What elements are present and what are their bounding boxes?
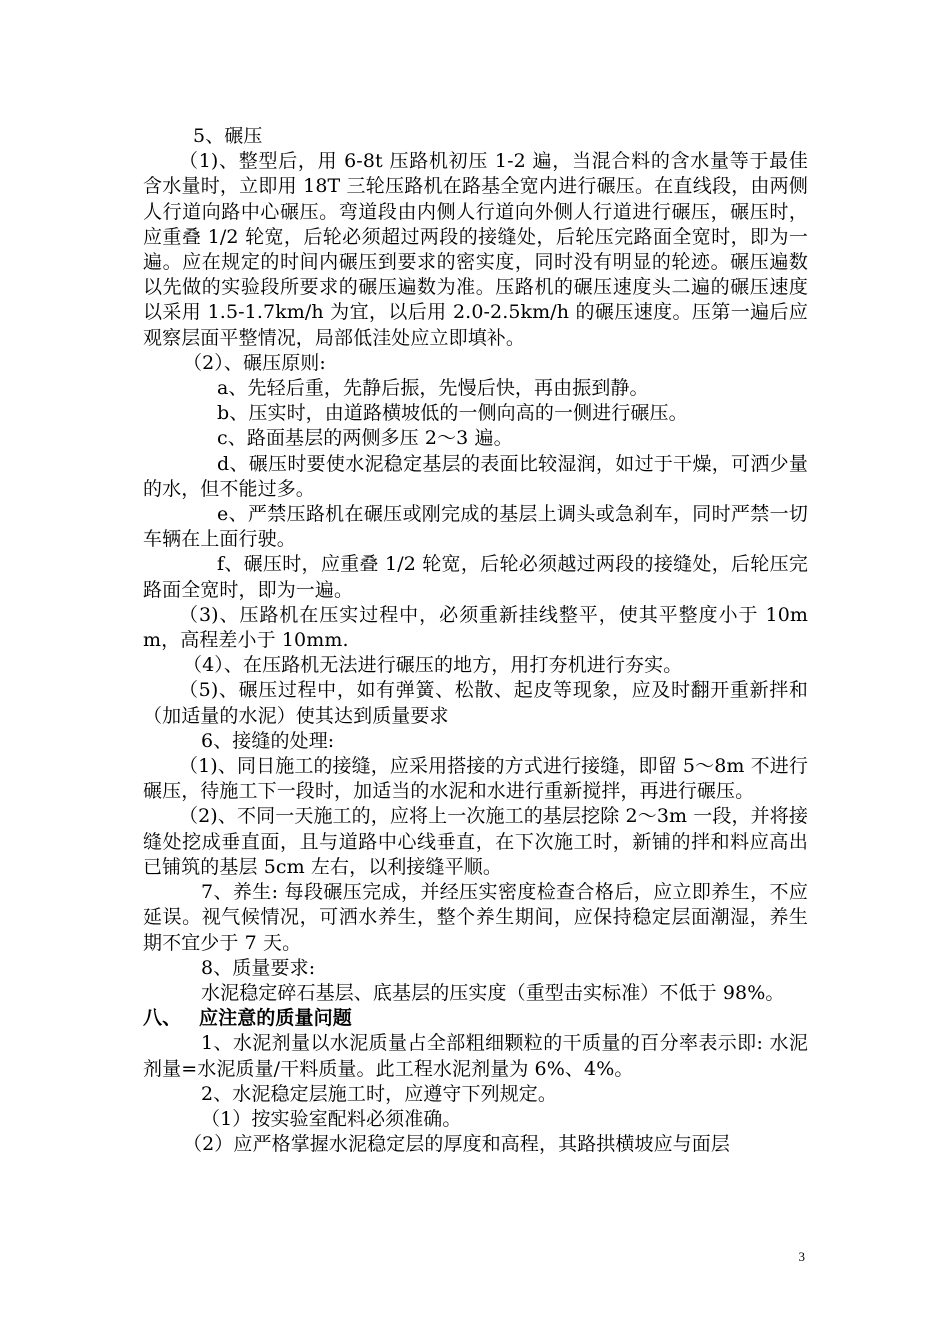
paragraph-q1: 1、水泥剂量以水泥质量占全部粗细颗粒的干质量的百分率表示即: 水泥剂量=水泥质量/干料质量。此工程水泥剂量为 6%、4%。	[143, 1032, 808, 1080]
paragraph-6-heading: 6、接缝的处理:	[201, 729, 335, 752]
paragraph-5-2-f: f、碾压时，应重叠 1/2 轮宽，后轮必须越过两段的接缝处，后轮压完路面全宽时，即为一遍。	[143, 553, 808, 601]
paragraph-5-2: （2）、碾压原则:	[183, 351, 326, 374]
paragraph-5-2-e: e、严禁压路机在碾压或刚完成的基层上调头或急刹车，同时严禁一切车辆在上面行驶。	[143, 503, 808, 551]
paragraph-5-2-a: a、先轻后重，先静后振，先慢后快，再由振到静。	[217, 377, 649, 400]
paragraph-6-2: （2)、不同一天施工的，应将上一次施工的基层挖除 2～3m 一段，并将接缝处挖成垂直面，且与道路中心线垂直，在下次施工时，新铺的拌和料应高出已铺筑的基层 5cm 左右，以利接缝平顺。	[143, 805, 808, 878]
paragraph-q2: 2、水泥稳定层施工时，应遵守下列规定。	[201, 1082, 557, 1105]
paragraph-5-1: （1)、整型后，用 6-8t 压路机初压 1-2 遍，当混合料的含水量等于最佳含水量时，立即用 18T 三轮压路机在路基全宽内进行碾压。在直线段，由两侧人行道向路中心碾压。弯道段由内侧人行道向外侧人行道进行碾压，碾压时，应重叠 1/2 轮宽，后轮必须超过两段的接缝处，后轮压完路面全宽时，即为一遍。应在规定的时间内碾压到要求的密实度，同时没有明显的轮迹。碾压遍数以先做的实验段所要求的碾压遍数为准。压路机的碾压速度头二遍的碾压速度以采用 1.5-1.7km/h 为宜，以后用 2.0-2.5km/h 的碾压速度。压第一遍后应观察层面平整情况，局部低洼处应立即填补。	[143, 150, 808, 349]
page-content	[143, 124, 808, 1157]
paragraph-q2-1: （1）按实验室配料必须准确。	[201, 1107, 462, 1130]
paragraph-5-5: （5)、碾压过程中，如有弹簧、松散、起皮等现象，应及时翻开重新拌和（加适量的水泥）使其达到质量要求	[143, 679, 808, 727]
paragraph-7: 7、养生: 每段碾压完成，并经压实密度检查合格后，应立即养生，不应延误。视气候情况，可洒水养生，整个养生期间，应保持稳定层面潮湿，养生期不宜少于 7 天。	[143, 881, 808, 954]
paragraph-5-3: （3)、压路机在压实过程中，必须重新挂线整平，使其平整度小于 10mm，高程差小于 10mm.	[143, 603, 808, 652]
paragraph-8-heading: 8、质量要求:	[201, 956, 316, 979]
paragraph-6-1: （1)、同日施工的接缝，应采用搭接的方式进行接缝，即留 5～8m 不进行碾压，待施工下一段时，加适当的水泥和水进行重新搅拌，再进行碾压。	[143, 755, 808, 803]
section-8-number: 八、	[143, 1007, 182, 1030]
page-number: 3	[798, 1249, 805, 1264]
paragraph-5-4: （4）、在压路机无法进行碾压的地方，用打夯机进行夯实。	[183, 654, 683, 677]
paragraph-8-body: 水泥稳定碎石基层、底基层的压实度（重型击实标准）不低于 98%。	[201, 981, 785, 1004]
paragraph-q2-2: （2）应严格掌握水泥稳定层的厚度和高程，其路拱横坡应与面层	[183, 1133, 730, 1156]
section-8-heading	[143, 1006, 808, 1031]
paragraph-5-2-c: c、路面基层的两侧多压 2～3 遍。	[217, 427, 513, 450]
section-8-title: 应注意的质量问题	[199, 1007, 352, 1030]
paragraph-5-2-d: d、碾压时要使水泥稳定基层的表面比较湿润，如过于干燥，可洒少量的水，但不能过多。	[143, 452, 808, 500]
paragraph-5-2-b: b、压实时，由道路横坡低的一侧向高的一侧进行碾压。	[217, 402, 688, 425]
paragraph-5-heading: 5、碾压	[193, 125, 263, 147]
